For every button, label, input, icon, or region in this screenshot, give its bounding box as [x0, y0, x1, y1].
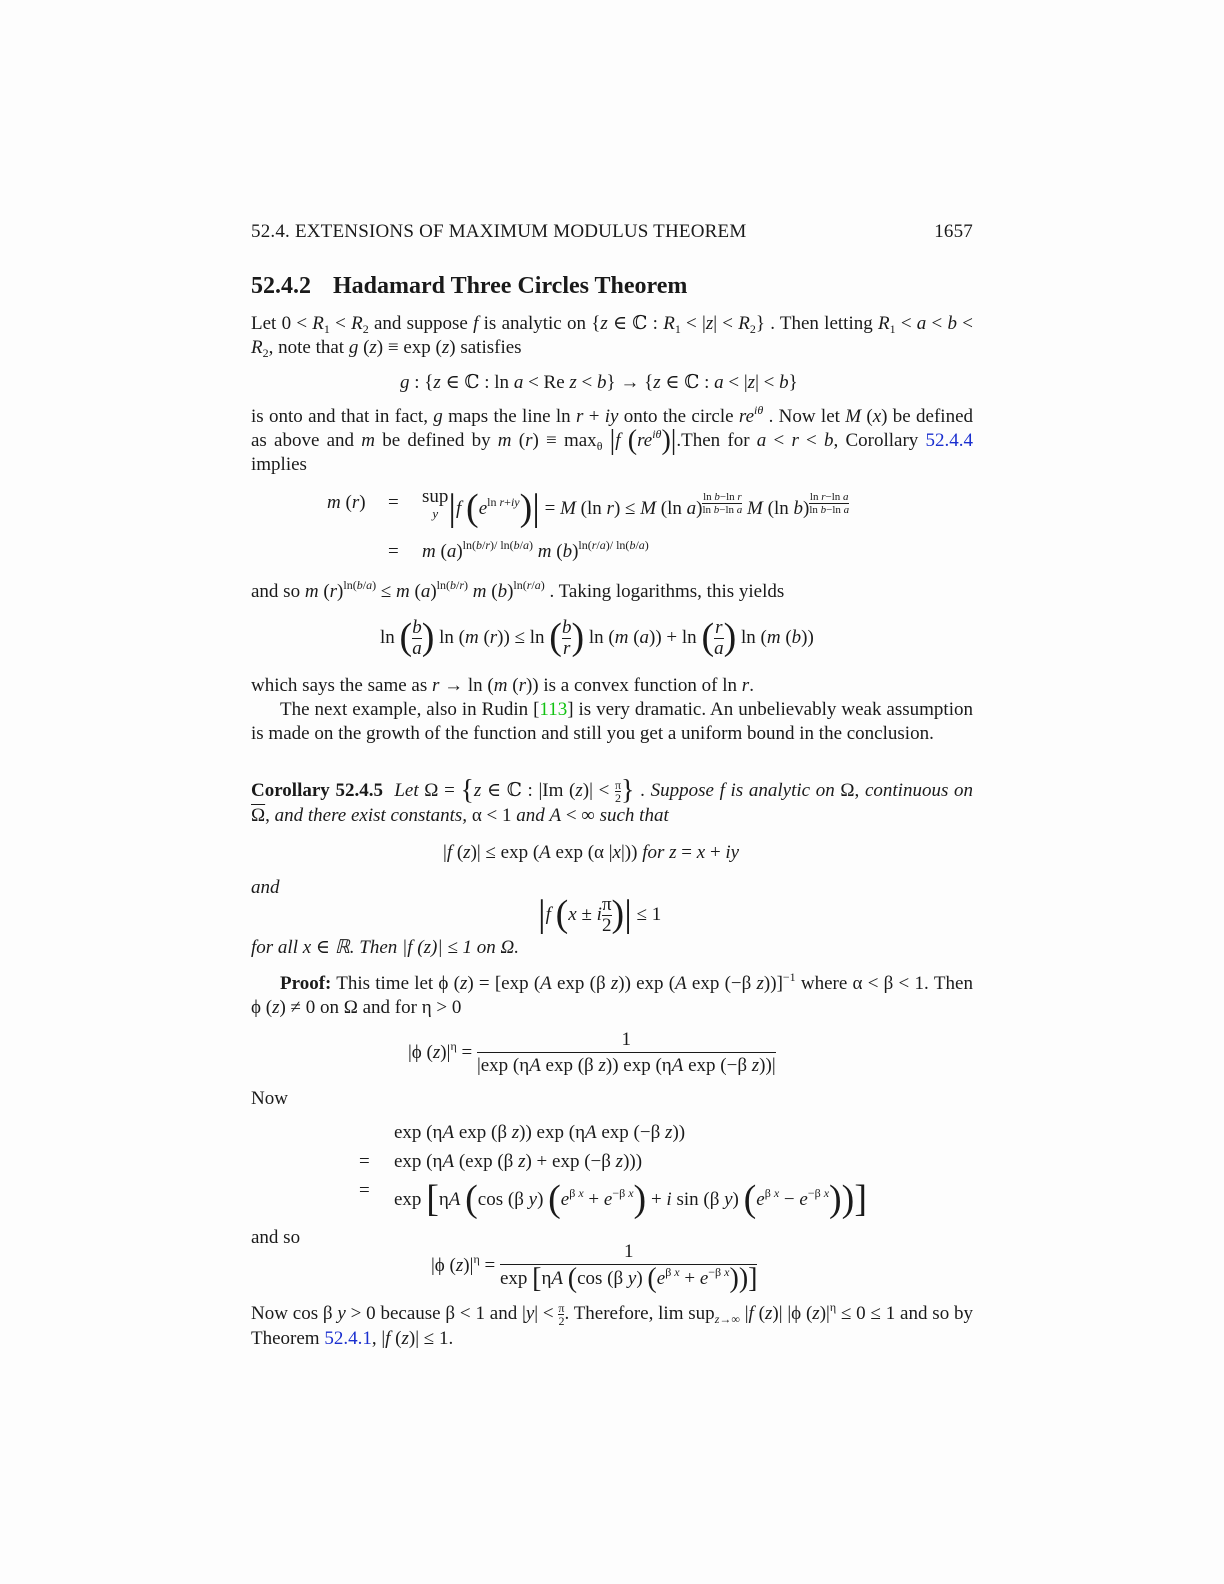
text-and-so: and so — [251, 1227, 301, 1248]
corollary-conclusion: for all x ∈ ℝ. Then |f (z)| ≤ 1 on Ω. — [251, 937, 519, 958]
paragraph-and-so-log: and so m $(r)^{ln(b/a)} \le m$ $(a)^{ln(b/r)}$ m $(b)^{ln(r/a)}$ . Taking logarithms, this yields — [251, 578, 785, 602]
equation-exp-line1: exp (ηA exp (β z)) exp (ηA exp (−β z)) — [394, 1122, 686, 1143]
equation-m-r-rhs1: sup $^y$ |f $(e^{ln r+iy})| = M$ (ln r) ≤ M (ln a) $^{\frac{\text{ln b−ln r}}{\text{ln b−ln a}}}$ M (ln b) $^{\frac{\text{ln r−ln a}}{\text{ln b−ln a}}}$ — [422, 486, 850, 529]
section-title: Hadamard Three Circles Theorem — [333, 273, 688, 299]
equation-exp-line3: exp [ηA (cos (β y) $(e^{\beta x} + e^{-\beta x}) + i$ sin (β y) $(e^{\beta x} - e^{-\beta x})$)] — [394, 1178, 867, 1220]
page-number: 1657 — [934, 221, 973, 242]
equation-eq-sign-4: = — [359, 1180, 370, 1201]
proof-paragraph: Proof: This time let ϕ (z) = [exp (A exp (β z)) exp (A exp (−β z))]$^{-1}$ where α < β < 1. Then ϕ (z) ≠ 0 on Ω and for η > 0 — [251, 970, 973, 1018]
proof-label: Proof: — [280, 973, 332, 994]
equation-growth-bound: |f (z)| ≤ exp (A exp (α |x|)) for z = x + iy — [443, 842, 740, 863]
equation-m-r-rhs2: m $(a)^{ln(b/r)/ ln(b/a)}$ m $(b)^{ln(r/a)/ ln(b/a)}$ — [422, 538, 649, 562]
equation-eq-sign-2: = — [388, 541, 399, 562]
equation-eq-sign-1: = — [388, 492, 399, 513]
equation-exp-line2: exp (ηA (exp (β z) + exp (−β z))) — [394, 1151, 643, 1172]
paragraph-onto: is onto and that in fact, g maps the line ln r + iy onto the circle $re^{i\theta}$ . Now let M (x) be defined as above and m be defined by m $(r) \equiv \max_\theta |f$ $(re^{i\theta})|.Then$ for a < r < b, Corollary 52.4.4 implies — [251, 403, 974, 475]
citation-rudin[interactable]: 113 — [539, 699, 568, 720]
paragraph-intro: Let $0 < R_1 < R_2$ and suppose f is analytic on {z ∈ ℂ : $R_1 < |z| < R_2$} . Then letting $R_1 < a < b < R_2$, note that g (z) ≡ exp (z) satisfies — [251, 313, 973, 360]
running-header — [251, 221, 973, 243]
paragraph-convex: which says the same as r → ln (m (r)) is a convex function of ln r. — [251, 675, 754, 696]
link-corollary-52-4-4[interactable]: 52.4.4 — [925, 430, 974, 451]
corollary-label: Corollary 52.4.5 — [251, 780, 383, 801]
paragraph-rudin: The next example, also in Rudin [113] is very dramatic. An unbelievably weak assumption is made on the growth of the function and still you get a uniform bound in the conclusion. — [251, 699, 973, 744]
equation-boundary-bound: |f (x ± i $\frac{\pi}{2}$ )| ≤ 1 — [538, 893, 662, 937]
equation-map-g: g : {z ∈ ℂ : ln a < Re z < b} → {z ∈ ℂ : a < |z| < b} — [400, 372, 798, 393]
paragraph-final: Now cos β y > 0 because β < 1 and |y| < $\frac{\pi}{2}$ . Therefore, lim sup$_{z\to\infty}$ |f (z)| |ϕ $(z)|^\eta \le 0 \le 1$ and so by Theorem 52.4.1, |f (z)| ≤ 1. — [251, 1300, 974, 1350]
running-title: 52.4. EXTENSIONS OF MAXIMUM MODULUS THEOREM — [251, 221, 747, 242]
link-theorem-52-4-1[interactable]: 52.4.1 — [324, 1328, 372, 1350]
text-now: Now — [251, 1088, 288, 1109]
corollary-statement: Corollary 52.4.5 Let Ω = {z ∈ ℂ : |Im (z)| < $\frac{\pi}{2}$ } . Suppose f is analytic on Ω, continuous on $\overline{\Omega}$, and there exist constants, α < 1 and A < ∞ such that — [251, 775, 974, 827]
equation-eq-sign-3: = — [359, 1151, 370, 1172]
equation-phi-eta: |ϕ $(z)|^\eta$ = $\frac{1}{\text{|exp (ηA exp (β z)) exp (ηA exp (−β z))|}}$ — [408, 1028, 776, 1079]
text-and: and — [251, 877, 280, 898]
section-heading — [251, 273, 687, 300]
equation-phi-eta-final: |ϕ $(z)|^\eta$ = $\frac{1}{\exp [\eta A (\cos (\beta y) (e^{\beta x} + e^{-\beta x}))]}$ — [431, 1241, 758, 1294]
equation-m-r-line1: m (r) — [327, 492, 366, 513]
equation-log-inequality: ln ( $\frac{b}{a}$ ) ln (m (r)) ≤ ln ( $\frac{b}{r}$ ) ln (m (a)) + ln ( $\frac{r}{a}$ ) ln (m (b)) — [380, 616, 814, 660]
section-number: 52.4.2 — [251, 273, 311, 299]
